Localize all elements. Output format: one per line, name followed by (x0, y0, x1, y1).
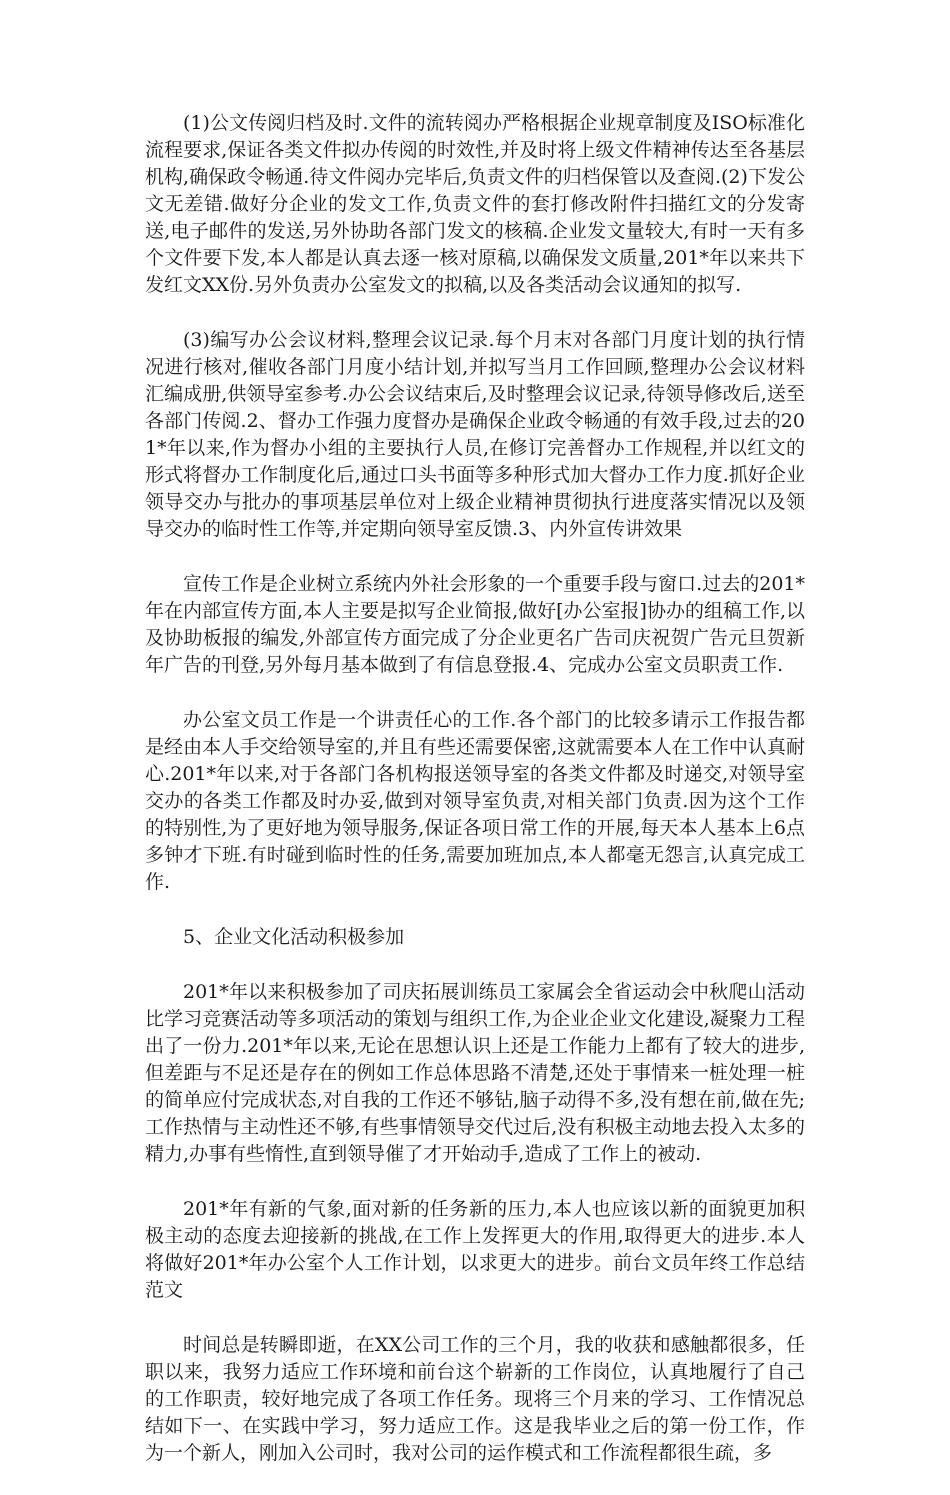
document-page (145, 110, 805, 1495)
paragraph-document-circulation: (1)公文传阅归档及时.文件的流转阅办严格根据企业规章制度及ISO标准化流程要求,保证各类文件拟办传阅的时效性,并及时将上级文件精神传达至各基层机构,确保政令畅通.待文件阅办完毕后,负责文件的归档保管以及查阅.(2)下发公文无差错.做好分企业的发文工作,负责文件的套打修改附件扫描红文的分发寄送,电子邮件的发送,另外协助各部门发文的核稿.企业发文量较大,有时一天有多个文件要下发,本人都是认真去逐一核对原稿,以确保发文质量,201*年以来共下发红文XX份.另外负责办公室发文的拟稿,以及各类活动会议通知的拟写. (145, 112, 805, 296)
paragraph-publicity-work: 宣传工作是企业树立系统内外社会形象的一个重要手段与窗口.过去的201*年在内部宣传方面,本人主要是拟写企业简报,做好[办公室报]协办的组稿工作,以及协助板报的编发,外部宣传方面完成了分企业更名广告司庆祝贺广告元旦贺新年广告的刊登,另外每月基本做到了有信息登报.4、完成办公室文员职责工作. (145, 573, 805, 676)
paragraph-activities-summary: 201*年以来积极参加了司庆拓展训练员工家属会全省运动会中秋爬山活动比学习竞赛活动等多项活动的策划与组织工作,为企业企业文化建设,凝聚力工程出了一份力.201*年以来,无论在思想认识上还是工作能力上都有了较大的进步,但差距与不足还是存在的例如工作总体思路不清楚,还处于事情来一桩处理一桩的简单应付完成状态,对自我的工作还不够钻,脑子动得不多,没有想在前,做在先;工作热情与主动性还不够,有些事情领导交代过后,没有积极主动地去投入太多的精力,办事有些惰性,直到领导催了才开始动手,造成了工作上的被动. (145, 981, 805, 1165)
paragraph-new-year-plan: 201*年有新的气象,面对新的任务新的压力,本人也应该以新的面貌更加积极主动的态度去迎接新的挑战,在工作上发挥更大的作用,取得更大的进步.本人将做好201*年办公室个人工作计划，以求更大的进步。前台文员年终工作总结范文 (145, 1198, 805, 1301)
section-heading-culture-activities: 5、企业文化活动积极参加 (183, 926, 405, 948)
paragraph-clerk-duties: 办公室文员工作是一个讲责任心的工作.各个部门的比较多请示工作报告都是经由本人手交给领导室的,并且有些还需要保密,这就需要本人在工作中认真耐心.201*年以来,对于各部门各机构报送领导室的各类文件都及时递交,对领导室交办的各类工作都及时办妥,做到对领导室负责,对相关部门负责.因为这个工作的特别性,为了更好地为领导服务,保证各项日常工作的开展,每天本人基本上6点多钟才下班.有时碰到临时性的任务,需要加班加点,本人都毫无怨言,认真完成工作. (145, 709, 805, 893)
paragraph-front-desk-summary: 时间总是转瞬即逝，在XX公司工作的三个月，我的收获和感触都很多，任职以来，我努力适应工作环境和前台这个崭新的工作岗位，认真地履行了自己的工作职责，较好地完成了各项工作任务。现将三个月来的学习、工作情况总结如下一、在实践中学习，努力适应工作。这是我毕业之后的第一份工作，作为一个新人，刚加入公司时，我对公司的运作模式和工作流程都很生疏，多 (145, 1334, 805, 1464)
paragraph-meeting-materials: (3)编写办公会议材料,整理会议记录.每个月末对各部门月度计划的执行情况进行核对,催收各部门月度小结计划,并拟写当月工作回顾,整理办公会议材料汇编成册,供领导室参考.办公会议结束后,及时整理会议记录,待领导修改后,送至各部门传阅.2、督办工作强力度督办是确保企业政令畅通的有效手段,过去的201*年以来,作为督办小组的主要执行人员,在修订完善督办工作规程,并以红文的形式将督办工作制度化后,通过口头书面等多种形式加大督办工作力度.抓好企业领导交办与批办的事项基层单位对上级企业精神贯彻执行进度落实情况以及领导交办的临时性工作等,并定期向领导室反馈.3、内外宣传讲效果 (145, 329, 805, 540)
